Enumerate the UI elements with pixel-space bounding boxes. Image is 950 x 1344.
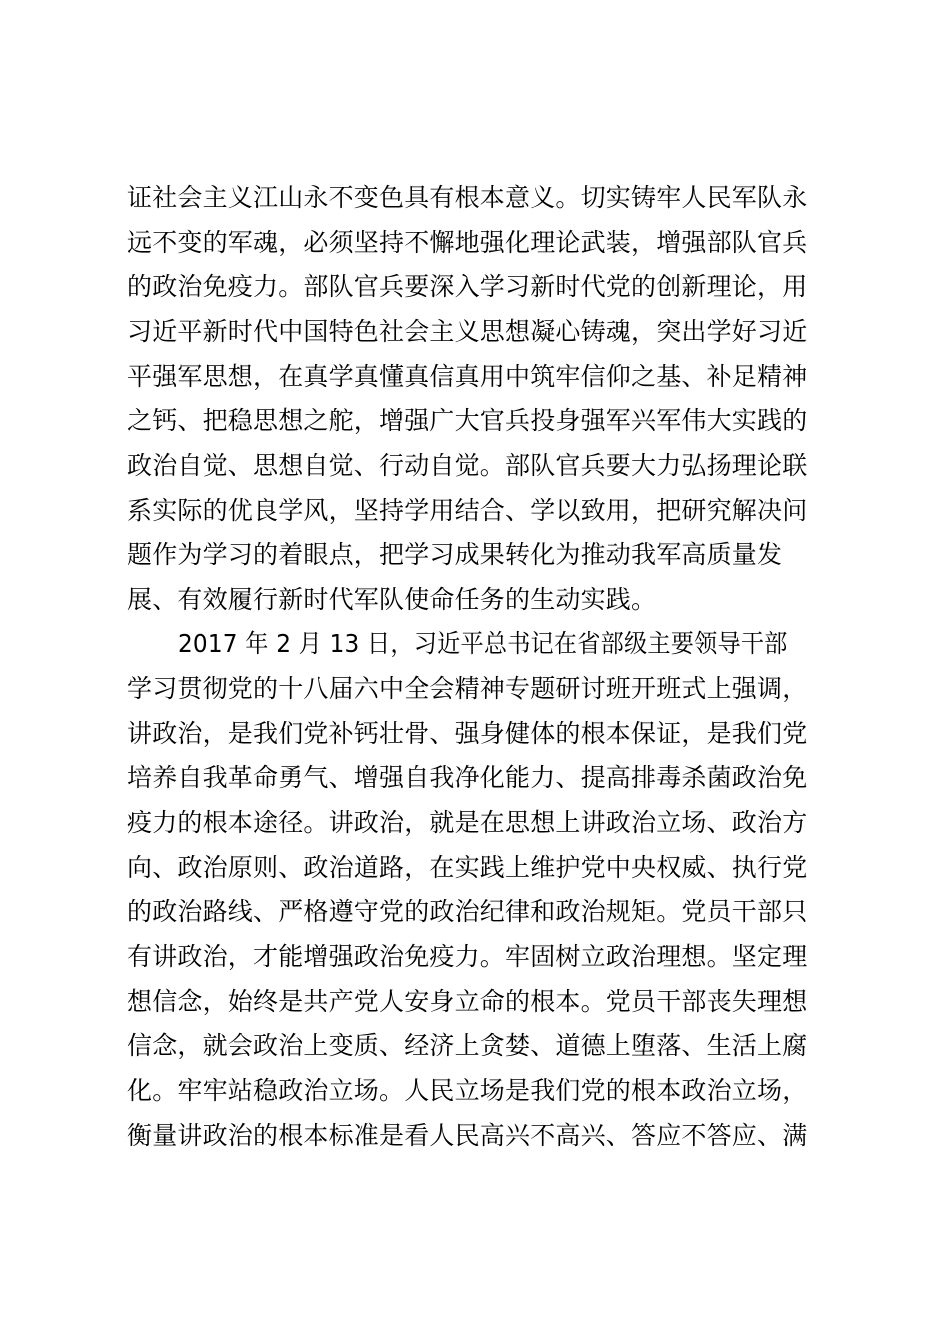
text-line: 之钙、把稳思想之舵，增强广大官兵投身强军兴军伟大实践的: [127, 406, 808, 435]
text-line: 培养自我革命勇气、增强自我净化能力、提高排毒杀菌政治免: [127, 763, 808, 792]
text-line: 学习贯彻党的十八届六中全会精神专题研讨班开班式上强调，: [127, 674, 808, 703]
text-line: 系实际的优良学风，坚持学用结合、学以致用，把研究解决问: [127, 496, 808, 525]
text-line: 疫力的根本途径。讲政治，就是在思想上讲政治立场、政治方: [127, 808, 808, 837]
text-line: 衡量讲政治的根本标准是看人民高兴不高兴、答应不答应、满: [127, 1121, 808, 1150]
text-line: 远不变的军魂，必须坚持不懈地强化理论武装，增强部队官兵: [127, 228, 808, 257]
text-line: 想信念，始终是共产党人安身立命的根本。党员干部丧失理想: [127, 987, 808, 1016]
text-line: 证社会主义江山永不变色具有根本意义。切实铸牢人民军队永: [127, 183, 808, 212]
text-line: 向、政治原则、政治道路，在实践上维护党中央权威、执行党: [127, 853, 808, 882]
text-line: 化。牢牢站稳政治立场。人民立场是我们党的根本政治立场，: [127, 1076, 808, 1105]
text-line: 的政治路线、严格遵守党的政治纪律和政治规矩。党员干部只: [127, 897, 808, 926]
text-line: 平强军思想，在真学真懂真信真用中筑牢信仰之基、补足精神: [127, 362, 808, 391]
text-line: 政治自觉、思想自觉、行动自觉。部队官兵要大力弘扬理论联: [127, 451, 808, 480]
paragraph-first-line: 2017 年 2 月 13 日，习近平总书记在省部级主要领导干部: [178, 629, 788, 658]
text-line: 信念，就会政治上变质、经济上贪婪、道德上堕落、生活上腐: [127, 1031, 808, 1060]
text-line: 有讲政治，才能增强政治免疫力。牢固树立政治理想。坚定理: [127, 942, 808, 971]
text-line: 题作为学习的着眼点，把学习成果转化为推动我军高质量发: [127, 540, 783, 569]
text-line: 讲政治，是我们党补钙壮骨、强身健体的根本保证，是我们党: [127, 719, 808, 748]
text-line: 展、有效履行新时代军队使命任务的生动实践。: [127, 585, 657, 614]
text-line: 习近平新时代中国特色社会主义思想凝心铸魂，突出学好习近: [127, 317, 808, 346]
text-line: 的政治免疫力。部队官兵要深入学习新时代党的创新理论，用: [127, 272, 808, 301]
